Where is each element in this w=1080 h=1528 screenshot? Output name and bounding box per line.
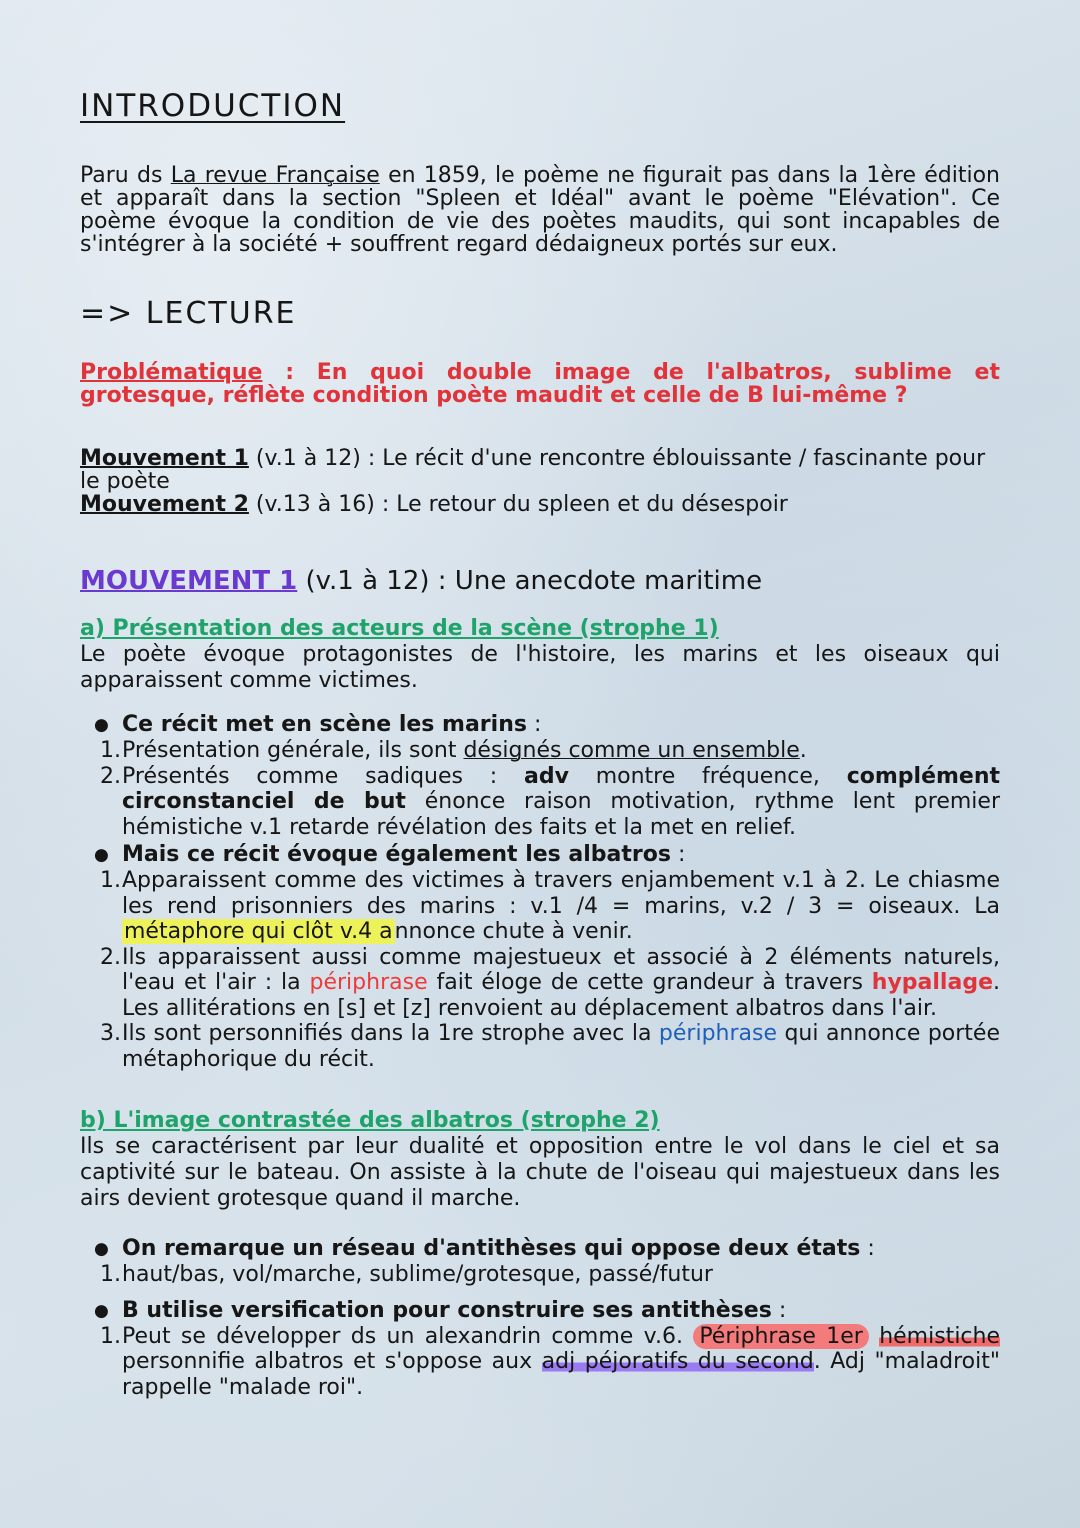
item-text: . Les allitérations en [s] et [z] renvoient au déplacement albatros dans l'air. (122, 970, 1000, 1021)
document-page (80, 88, 1000, 1400)
item-text: . Adj "maladroit" rappelle "malade roi". (122, 1349, 1000, 1400)
list-item (100, 868, 1000, 945)
colon: : (771, 1297, 787, 1323)
highlight-periphrase: Périphrase 1er (693, 1324, 869, 1349)
list-item (100, 738, 1000, 764)
item-underlined: désignés comme un ensemble (463, 738, 800, 763)
highlight-hemistiche: hémistiche (879, 1323, 1000, 1349)
intro-title: INTRODUCTION (80, 88, 346, 124)
item-text: haut/bas, vol/marche, sublime/grotesque, passé/futur (122, 1262, 713, 1287)
item-text: montre fréquence, (568, 763, 847, 789)
intro-text-1: Paru ds (80, 163, 171, 188)
bullet-versification-head: B utilise versification pour construire ses antithèses (122, 1297, 772, 1323)
mouvement-1-heading-rest: (v.1 à 12) : Une anecdote maritime (297, 566, 763, 596)
item-number: 2. (100, 763, 121, 789)
item-number: 2. (100, 944, 121, 970)
periphrase-red: périphrase (309, 970, 428, 995)
item-text: Ils sont personnifiés dans la 1re strophe avec la (122, 1021, 659, 1046)
item-text: qui annonce portée métaphorique du récit. (122, 1021, 1000, 1072)
bullet-antitheses-head: On remarque un réseau d'antithèses qui oppose deux états (122, 1236, 861, 1261)
intro-text-2: en 1859, le poème ne figurait pas dans la 1ère édition et apparaît dans la section "Spleen et Idéal" avant le poème "Elévation". Ce poème évoque la condition de vie des poètes maudits, qui sont incapables de s'intégrer à la société + souffrent regard dédaigneux portés sur eux. (80, 163, 1001, 257)
item-text: Présentés comme sadiques : (122, 763, 524, 789)
item-text: Présentation générale, ils sont (122, 738, 464, 763)
hypallage-red: hypallage (871, 970, 993, 995)
problematique-label: Problématique (80, 360, 263, 385)
item-text: . (799, 738, 807, 763)
mouvement-1-summary (80, 447, 1000, 493)
colon: : (860, 1236, 875, 1261)
item-text: Apparaissent comme des victimes à travers enjambement v.1 à 2. Le chiasme les rend prisonniers des marins : v.1 /4 = marins, v.2 / 3 = oiseaux. La (122, 868, 1000, 919)
item-text (869, 1324, 879, 1349)
section-b-bullets (80, 1236, 1000, 1400)
list-item (100, 1021, 1000, 1072)
colon: : (526, 712, 542, 737)
item-text: énonce raison motivation, rythme lent premier hémistiche v.1 retarde révélation des faits et la met en relief. (122, 789, 1000, 840)
problematique (80, 361, 1000, 407)
mouvement-1-heading (80, 566, 1000, 596)
lecture-heading: => LECTURE (80, 296, 297, 331)
mouvement-2-label: Mouvement 2 (80, 492, 249, 517)
highlight-adj-pejoratifs: adj péjoratifs du second (541, 1349, 814, 1374)
item-number: 1. (100, 1262, 121, 1287)
mouvement-1-label: Mouvement 1 (80, 446, 249, 471)
item-text: Peut se développer ds un alexandrin comme v.6. (122, 1323, 694, 1349)
albatros-list (94, 868, 1000, 1072)
bullet-marins-head: Ce récit met en scène les marins (122, 712, 527, 737)
item-text: Ils apparaissent aussi comme majestueux et associé à 2 éléments naturels, l'eau et l'air : la (122, 944, 1000, 995)
section-b-text: Ils se caractérisent par leur dualité et opposition entre le vol dans le ciel et sa captivité sur le bateau. On assiste à la chute de l'oiseau qui majestueux dans les airs devient grotesque quand il marche. (80, 1134, 1000, 1211)
list-item (100, 1323, 1000, 1401)
item-text: fait éloge de cette grandeur à travers (427, 970, 872, 995)
antitheses-list (94, 1262, 1000, 1288)
bullet-antitheses (94, 1236, 1000, 1288)
item-bold: complément circonstanciel de but (122, 763, 1001, 814)
mouvement-2-summary (80, 493, 1000, 516)
intro-paragraph (80, 164, 1000, 256)
item-text: personnifie albatros et s'oppose aux (122, 1349, 542, 1374)
section-b-title: b) L'image contrastée des albatros (strophe 2) (80, 1108, 660, 1133)
marins-list (94, 738, 1000, 840)
list-item (100, 1262, 1000, 1288)
periphrase-blue: périphrase (658, 1021, 777, 1046)
mouvement-1-heading-label: MOUVEMENT 1 (80, 566, 298, 596)
item-text: nnonce chute à venir. (394, 919, 633, 944)
item-number: 1. (100, 738, 121, 763)
bullet-versification (94, 1298, 1000, 1401)
colon: : (670, 842, 686, 867)
bullet-albatros (94, 842, 1000, 1072)
section-a-text: Le poète évoque protagonistes de l'histoire, les marins et les oiseaux qui apparaissent comme victimes. (80, 642, 1000, 693)
problematique-text: : En quoi double image de l'albatros, sublime et grotesque, réflète condition poète maudit et celle de B lui-même ? (80, 360, 1000, 408)
list-item (100, 944, 1000, 1022)
item-bold: adv (523, 763, 569, 789)
highlight-metaphore: métaphore qui clôt v.4 a (124, 919, 393, 944)
bullet-albatros-head: Mais ce récit évoque également les albatros (122, 842, 671, 867)
mouvement-1-range: (v.1 à 12) (248, 446, 361, 471)
list-item (100, 763, 1001, 841)
item-number: 3. (100, 1021, 121, 1046)
section-a-bullets (80, 712, 1000, 1072)
section-a-title: a) Présentation des acteurs de la scène (strophe 1) (80, 616, 719, 641)
versification-list (94, 1324, 1000, 1401)
revue-title: La revue Française (170, 163, 380, 188)
mouvement-2-desc: : Le retour du spleen et du désespoir (374, 492, 788, 517)
bullet-marins (94, 712, 1000, 840)
mouvement-2-range: (v.13 à 16) (248, 492, 375, 517)
mouvement-1-desc: : Le récit d'une rencontre éblouissante / fascinante pour le poète (80, 446, 986, 494)
item-number: 1. (100, 1323, 121, 1349)
item-number: 1. (100, 868, 121, 893)
